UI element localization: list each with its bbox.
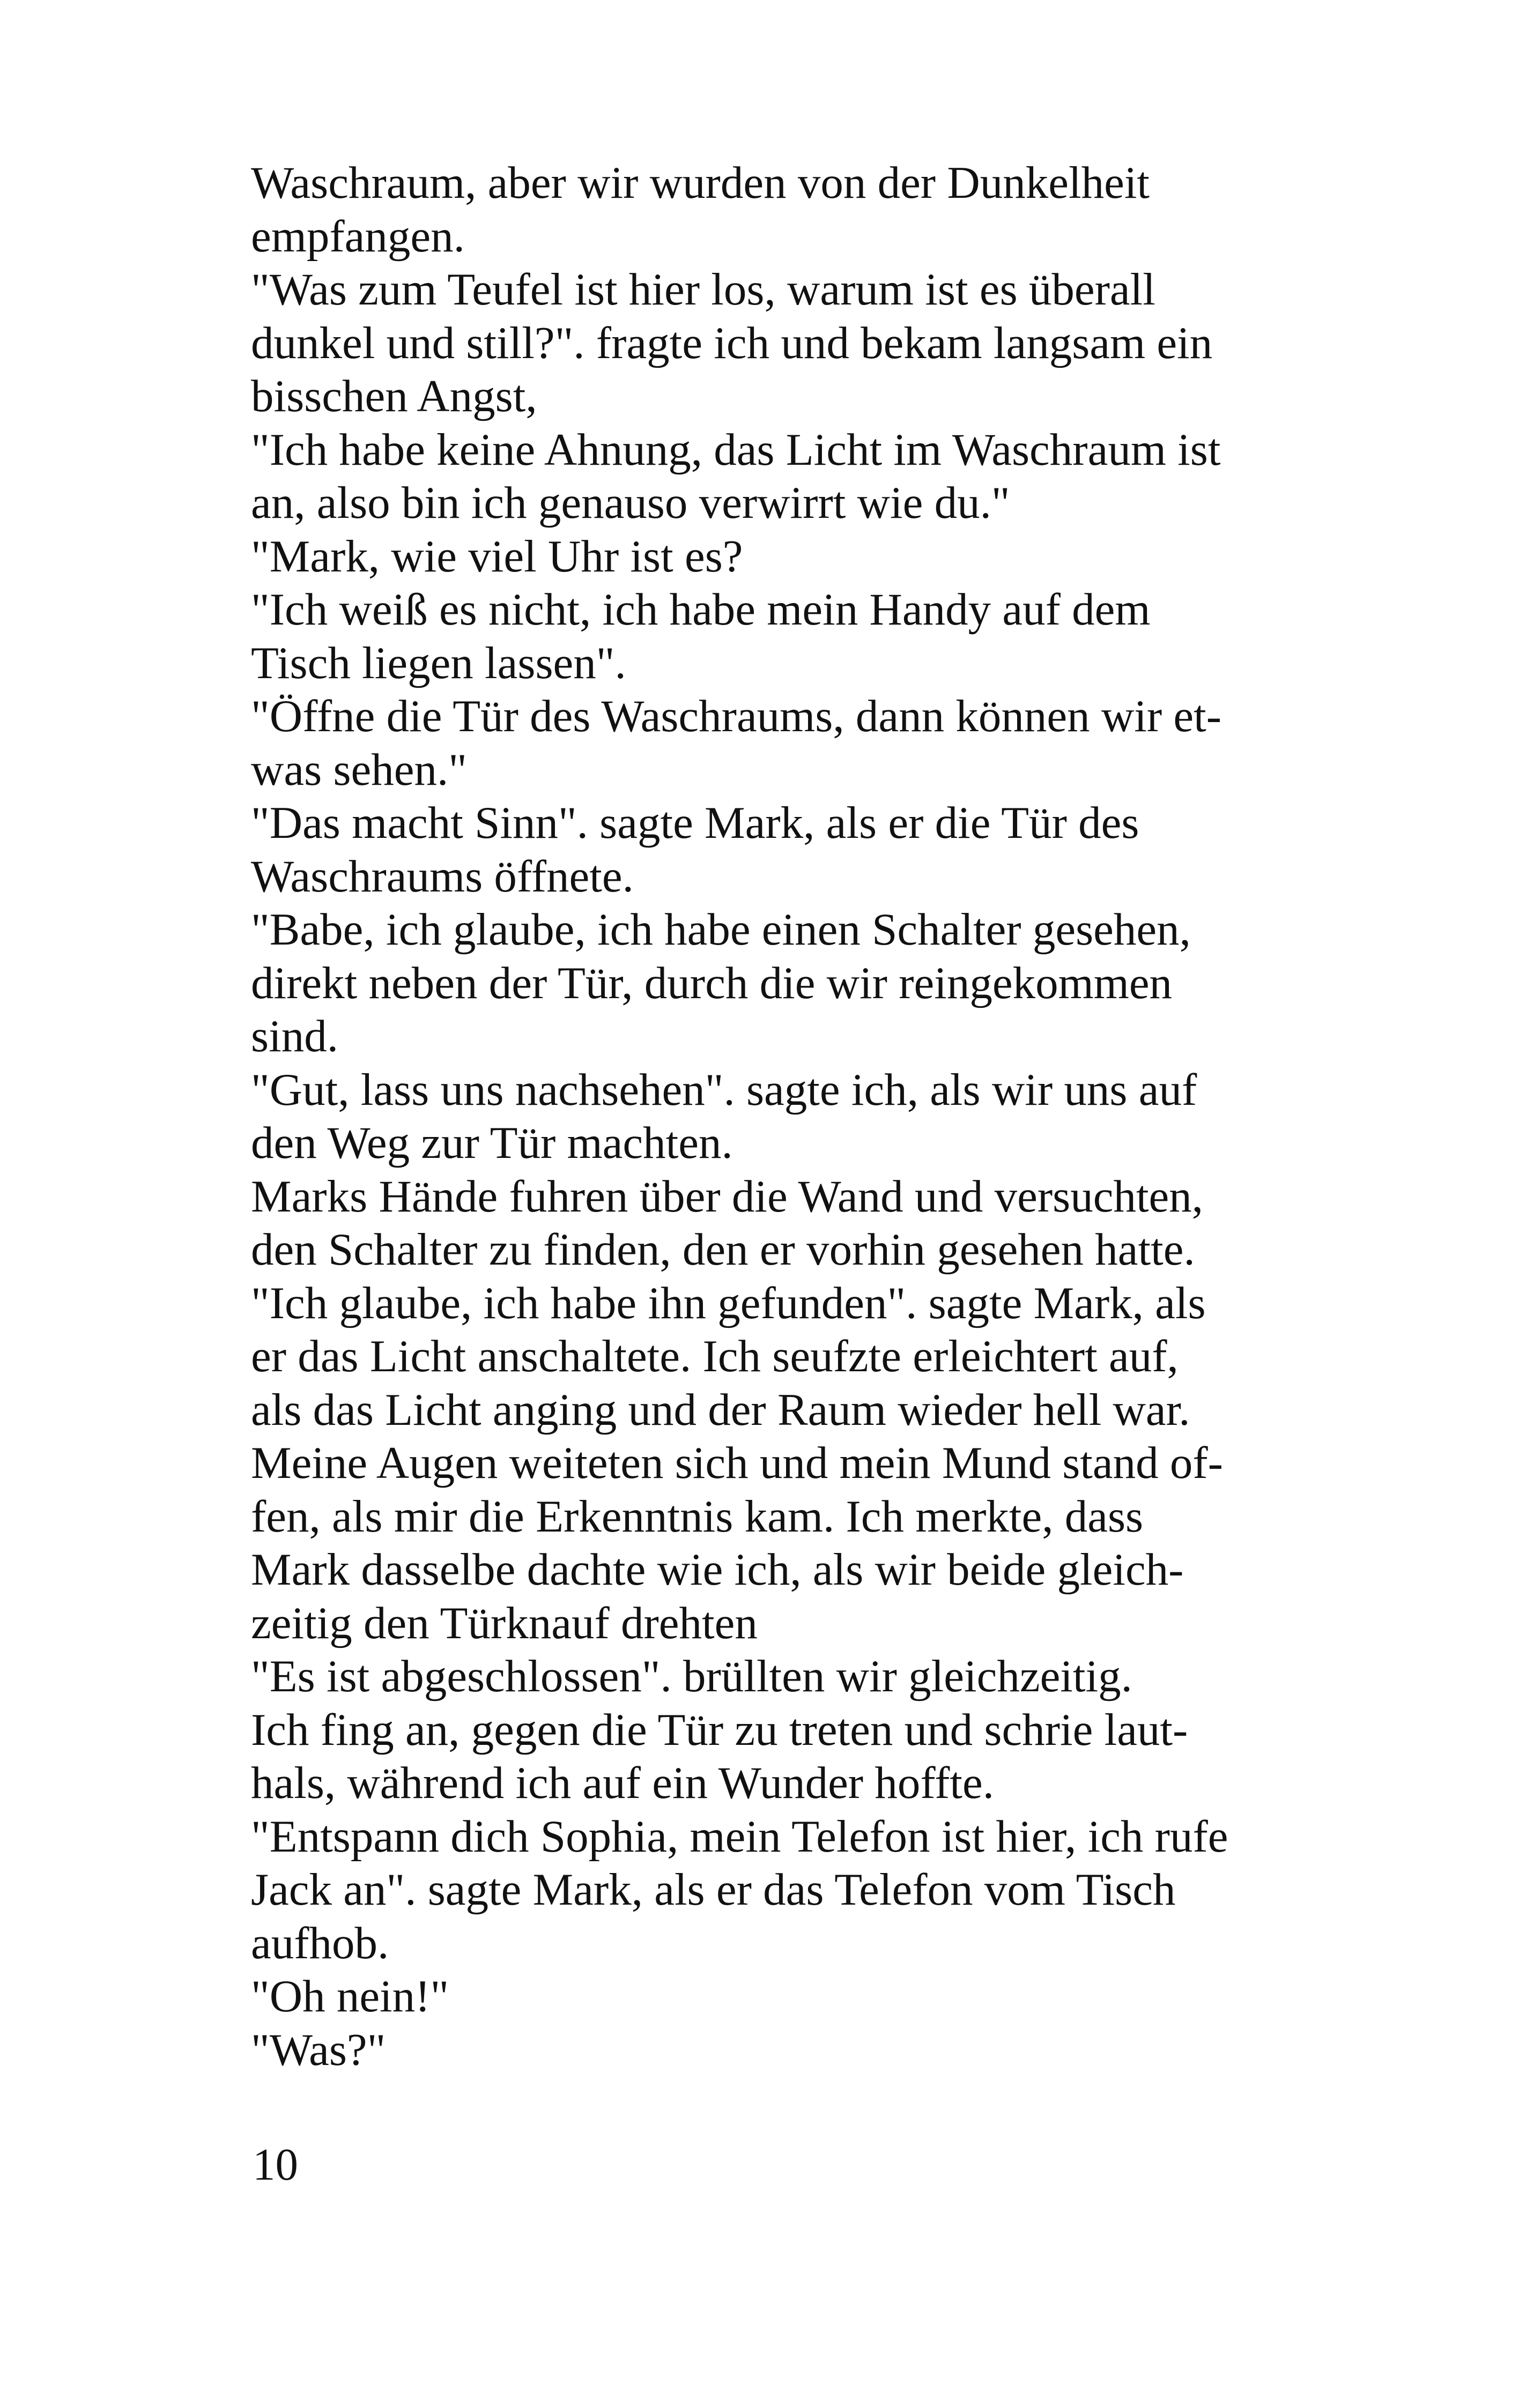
text-line: Waschraums öffnete. bbox=[251, 851, 634, 902]
text-line: "Es ist abgeschlossen". brüllten wir gleichzeitig. bbox=[251, 1651, 1132, 1701]
text-line: Tisch liegen lassen". bbox=[251, 637, 626, 688]
text-line: "Was zum Teufel ist hier los, warum ist es überall bbox=[251, 264, 1155, 315]
text-line: "Ich glaube, ich habe ihn gefunden". sagte Mark, als bbox=[251, 1277, 1206, 1328]
text-line: Ich fing an, gegen die Tür zu treten und schrie laut- bbox=[251, 1704, 1188, 1755]
text-line: "Ich habe keine Ahnung, das Licht im Waschraum ist bbox=[251, 424, 1221, 475]
text-line: aufhob. bbox=[251, 1918, 389, 1968]
text-line: an, also bin ich genauso verwirrt wie du." bbox=[251, 478, 1010, 528]
text-line: direkt neben der Tür, durch die wir reingekommen bbox=[251, 957, 1173, 1008]
body-text bbox=[251, 157, 1302, 2077]
text-line: "Mark, wie viel Uhr ist es? bbox=[251, 531, 743, 582]
text-line: er das Licht anschaltete. Ich seufzte erleichtert auf, bbox=[251, 1331, 1179, 1381]
text-line: sind. bbox=[251, 1011, 338, 1061]
text-line: "Öffne die Tür des Waschraums, dann können wir et- bbox=[251, 691, 1222, 741]
text-line: den Weg zur Tür machten. bbox=[251, 1118, 733, 1168]
text-line: den Schalter zu finden, den er vorhin gesehen hatte. bbox=[251, 1224, 1195, 1275]
text-line: dunkel und still?". fragte ich und bekam langsam ein bbox=[251, 317, 1213, 368]
text-line: Marks Hände fuhren über die Wand und versuchten, bbox=[251, 1171, 1204, 1222]
text-line: Meine Augen weiteten sich und mein Mund stand of- bbox=[251, 1438, 1223, 1488]
text-line: empfangen. bbox=[251, 211, 465, 262]
text-line: Waschraum, aber wir wurden von der Dunkelheit bbox=[251, 158, 1150, 208]
text-line: "Entspann dich Sophia, mein Telefon ist hier, ich rufe bbox=[251, 1811, 1228, 1862]
text-line: hals, während ich auf ein Wunder hoffte. bbox=[251, 1758, 995, 1808]
text-line: fen, als mir die Erkenntnis kam. Ich merkte, dass bbox=[251, 1491, 1144, 1542]
text-line: als das Licht anging und der Raum wieder hell war. bbox=[251, 1384, 1190, 1435]
text-line: zeitig den Türknauf drehten bbox=[251, 1597, 758, 1648]
text-line: Mark dasselbe dachte wie ich, als wir beide gleich- bbox=[251, 1544, 1184, 1595]
text-line: "Gut, lass uns nachsehen". sagte ich, als wir uns auf bbox=[251, 1064, 1197, 1115]
text-line: "Was?" bbox=[251, 2024, 386, 2075]
text-line: bisschen Angst, bbox=[251, 371, 537, 421]
text-line: "Das macht Sinn". sagte Mark, als er die Tür des bbox=[251, 798, 1139, 848]
text-line: "Oh nein!" bbox=[251, 1971, 449, 2021]
text-line: Jack an". sagte Mark, als er das Telefon vom Tisch bbox=[251, 1864, 1176, 1915]
text-line: "Ich weiß es nicht, ich habe mein Handy auf dem bbox=[251, 584, 1151, 635]
page-number: 10 bbox=[253, 2139, 298, 2190]
text-line: "Babe, ich glaube, ich habe einen Schalter gesehen, bbox=[251, 904, 1191, 955]
text-line: was sehen." bbox=[251, 744, 467, 795]
